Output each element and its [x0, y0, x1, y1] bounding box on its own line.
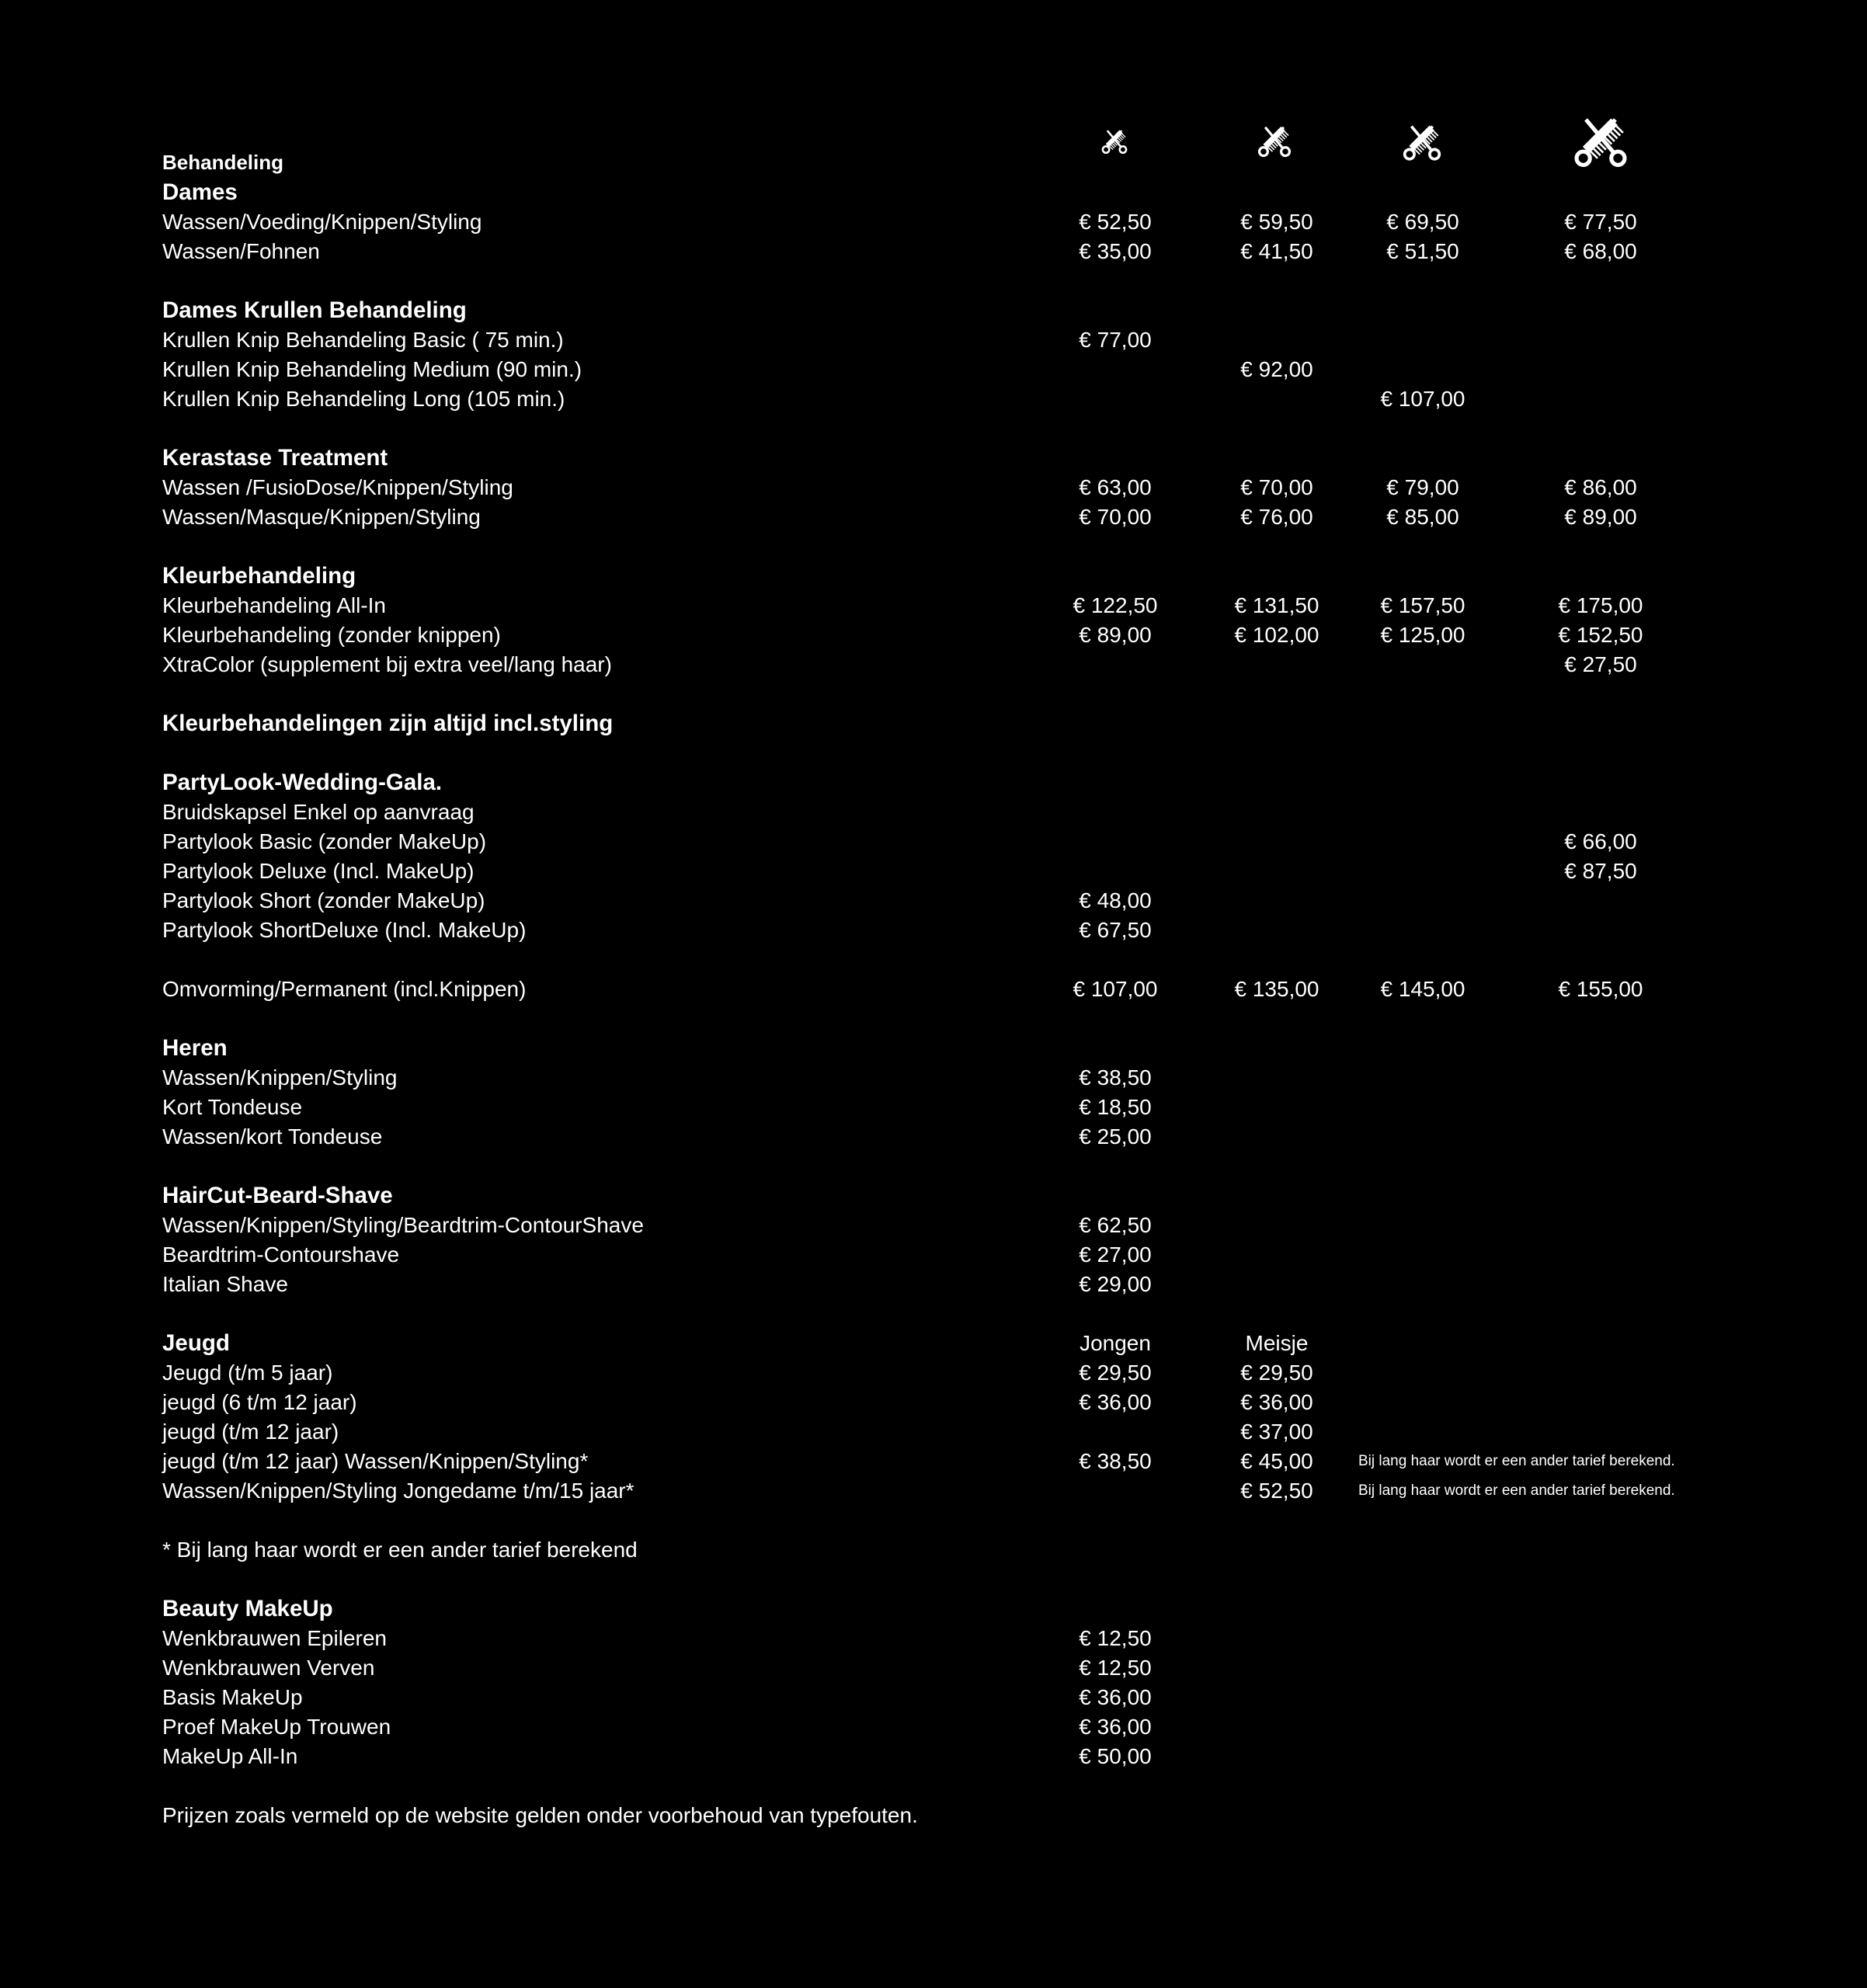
- price-col-2: € 131,50: [1234, 593, 1319, 617]
- section-heading: Dames Krullen Behandeling: [162, 297, 467, 323]
- treatment-label: Wassen/Masque/Knippen/Styling: [162, 505, 481, 529]
- price-row: [0, 827, 1867, 857]
- price-row: [0, 620, 1867, 650]
- price-col-1: € 67,50: [1079, 918, 1152, 942]
- price-row: [0, 1063, 1867, 1093]
- price-row: [0, 1093, 1867, 1122]
- treatment-label: Proef MakeUp Trouwen: [162, 1715, 391, 1739]
- price-col-2: € 36,00: [1240, 1390, 1313, 1414]
- section-heading-row: [0, 1034, 1867, 1063]
- treatment-label: Wenkbrauwen Verven: [162, 1656, 375, 1680]
- price-row: [0, 975, 1867, 1004]
- treatment-label: XtraColor (supplement bij extra veel/lang haar): [162, 652, 612, 676]
- long-hair-note: Bij lang haar wordt er een ander tarief berekend.: [1358, 1453, 1675, 1469]
- price-col-1: € 107,00: [1073, 977, 1158, 1001]
- section-heading-row: [0, 1594, 1867, 1624]
- price-row: [0, 1742, 1867, 1771]
- price-row: [0, 1683, 1867, 1712]
- price-col-3: € 69,50: [1386, 210, 1459, 234]
- treatment-label: Wassen/Knippen/Styling: [162, 1065, 398, 1090]
- price-col-1: € 48,00: [1079, 888, 1152, 912]
- price-col-4: € 87,50: [1564, 859, 1637, 883]
- price-col-1: € 35,00: [1079, 239, 1152, 263]
- price-col-2: € 92,00: [1240, 357, 1313, 381]
- price-row: [0, 916, 1867, 945]
- treatment-label: Bruidskapsel Enkel op aanvraag: [162, 800, 475, 824]
- treatment-label: Wassen /FusioDose/Knippen/Styling: [162, 475, 513, 499]
- price-row: [0, 1535, 1867, 1565]
- section-heading: Kleurbehandeling: [162, 563, 356, 589]
- treatment-label: Partylook ShortDeluxe (Incl. MakeUp): [162, 918, 527, 942]
- section-heading: PartyLook-Wedding-Gala.: [162, 770, 443, 795]
- price-col-1: € 27,00: [1079, 1242, 1152, 1267]
- price-col-1: € 77,00: [1079, 328, 1152, 352]
- scissors-comb-medium-icon: [1253, 117, 1295, 161]
- price-col-1: € 36,00: [1079, 1390, 1152, 1414]
- price-col-3: € 145,00: [1380, 977, 1465, 1001]
- header-title: Behandeling: [162, 151, 284, 174]
- price-col-4: € 152,50: [1558, 623, 1643, 647]
- treatment-label: Partylook Basic (zonder MakeUp): [162, 829, 487, 853]
- price-row: [0, 591, 1867, 620]
- price-col-1: € 18,50: [1079, 1095, 1152, 1119]
- treatment-label: Wassen/Voeding/Knippen/Styling: [162, 210, 482, 234]
- price-col-4: € 89,00: [1564, 505, 1637, 529]
- treatment-label: Partylook Deluxe (Incl. MakeUp): [162, 859, 475, 883]
- price-col-3: € 51,50: [1386, 239, 1459, 263]
- price-row: [0, 1712, 1867, 1742]
- price-row: [0, 1211, 1867, 1240]
- treatment-label: Kleurbehandeling All-In: [162, 593, 386, 617]
- price-col-1: € 29,00: [1079, 1272, 1152, 1296]
- price-row: [0, 1417, 1867, 1447]
- treatment-label: Krullen Knip Behandeling Medium (90 min.): [162, 357, 582, 381]
- price-col-1: € 50,00: [1079, 1744, 1152, 1768]
- treatment-label: * Bij lang haar wordt er een ander tarief berekend: [162, 1538, 638, 1562]
- price-col-1: € 25,00: [1079, 1124, 1152, 1149]
- price-col-1: € 38,50: [1079, 1449, 1152, 1473]
- price-row: [0, 473, 1867, 502]
- price-col-2: € 29,50: [1240, 1361, 1313, 1385]
- section-heading: Dames: [162, 179, 238, 205]
- price-row: [0, 502, 1867, 532]
- treatment-label: MakeUp All-In: [162, 1744, 298, 1768]
- price-col-3: € 157,50: [1380, 593, 1465, 617]
- price-col-1: € 36,00: [1079, 1715, 1152, 1739]
- price-row: [0, 1447, 1867, 1476]
- treatment-label: Partylook Short (zonder MakeUp): [162, 888, 485, 912]
- price-col-1: € 38,50: [1079, 1065, 1152, 1090]
- price-col-1: € 122,50: [1073, 593, 1158, 617]
- price-col-4: € 27,50: [1564, 652, 1637, 676]
- price-row: [0, 237, 1867, 266]
- price-row: [0, 355, 1867, 384]
- treatment-label: Basis MakeUp: [162, 1685, 303, 1709]
- price-col-1: € 70,00: [1079, 505, 1152, 529]
- price-row: [0, 1388, 1867, 1417]
- section-heading-row: [0, 561, 1867, 591]
- scissors-comb-xlarge-icon: [1567, 105, 1634, 172]
- price-col-1: € 29,50: [1079, 1361, 1152, 1385]
- section-heading: Kerastase Treatment: [162, 445, 388, 471]
- section-heading-row: [0, 1329, 1867, 1358]
- price-row: [0, 384, 1867, 414]
- price-row: [0, 1476, 1867, 1506]
- treatment-label: jeugd (t/m 12 jaar): [162, 1420, 339, 1444]
- price-row: [0, 1240, 1867, 1270]
- price-col-2: € 102,00: [1234, 623, 1319, 647]
- section-heading-row: [0, 178, 1867, 207]
- treatment-label: jeugd (6 t/m 12 jaar): [162, 1390, 357, 1414]
- long-hair-note: Bij lang haar wordt er een ander tarief berekend.: [1358, 1482, 1675, 1499]
- price-col-4: € 86,00: [1564, 475, 1637, 499]
- price-col-1: € 12,50: [1079, 1626, 1152, 1650]
- treatment-label: Krullen Knip Behandeling Basic ( 75 min.): [162, 328, 564, 352]
- treatment-label: Omvorming/Permanent (incl.Knippen): [162, 977, 527, 1001]
- price-row: [0, 207, 1867, 237]
- scissors-comb-large-icon: [1398, 115, 1446, 165]
- price-row: [0, 1358, 1867, 1388]
- price-col-4: € 77,50: [1564, 210, 1637, 234]
- treatment-label: Wassen/kort Tondeuse: [162, 1124, 383, 1149]
- treatment-label: Beardtrim-Contourshave: [162, 1242, 400, 1267]
- section-heading-row: [0, 296, 1867, 325]
- treatment-label: Kleurbehandeling (zonder knippen): [162, 623, 501, 647]
- treatment-label: Krullen Knip Behandeling Long (105 min.): [162, 387, 565, 411]
- price-col-3: € 125,00: [1380, 623, 1465, 647]
- price-col-2: € 70,00: [1240, 475, 1313, 499]
- price-row: [0, 325, 1867, 355]
- section-heading: HairCut-Beard-Shave: [162, 1183, 393, 1208]
- price-col-4: € 175,00: [1558, 593, 1643, 617]
- treatment-label: Wenkbrauwen Epileren: [162, 1626, 387, 1650]
- price-col-3: € 107,00: [1380, 387, 1465, 411]
- price-col-2: € 37,00: [1240, 1420, 1313, 1444]
- price-row: [0, 1801, 1867, 1830]
- price-col-2: € 52,50: [1240, 1479, 1313, 1503]
- price-col-4: € 155,00: [1558, 977, 1643, 1001]
- price-col-2: Meisje: [1245, 1331, 1309, 1355]
- price-col-1: € 63,00: [1079, 475, 1152, 499]
- price-col-4: € 68,00: [1564, 239, 1637, 263]
- scissors-comb-small-icon: [1098, 122, 1131, 158]
- price-col-1: € 62,50: [1079, 1213, 1152, 1237]
- price-col-2: € 41,50: [1240, 239, 1313, 263]
- price-col-1: Jongen: [1080, 1331, 1151, 1355]
- price-col-4: € 66,00: [1564, 829, 1637, 853]
- treatment-label: Jeugd (t/m 5 jaar): [162, 1361, 333, 1385]
- section-heading-row: [0, 443, 1867, 473]
- treatment-label: Kort Tondeuse: [162, 1095, 303, 1119]
- section-heading: Jeugd: [162, 1330, 230, 1356]
- treatment-label: Wassen/Knippen/Styling/Beardtrim-ContourShave: [162, 1213, 644, 1237]
- price-row: [0, 1270, 1867, 1299]
- price-row: [0, 886, 1867, 916]
- price-row: [0, 650, 1867, 679]
- price-col-2: € 59,50: [1240, 210, 1313, 234]
- price-col-1: € 89,00: [1079, 623, 1152, 647]
- section-heading: Kleurbehandelingen zijn altijd incl.styling: [162, 711, 614, 736]
- price-col-2: € 135,00: [1234, 977, 1319, 1001]
- treatment-label: Prijzen zoals vermeld op de website gelden onder voorbehoud van typefouten.: [162, 1803, 918, 1827]
- price-col-3: € 79,00: [1386, 475, 1459, 499]
- price-col-2: € 76,00: [1240, 505, 1313, 529]
- price-col-1: € 52,50: [1079, 210, 1152, 234]
- price-row: [0, 857, 1867, 886]
- price-col-2: € 45,00: [1240, 1449, 1313, 1473]
- section-heading-row: [0, 768, 1867, 798]
- price-col-1: € 12,50: [1079, 1656, 1152, 1680]
- price-row: [0, 1653, 1867, 1683]
- treatment-label: Italian Shave: [162, 1272, 288, 1296]
- price-row: [0, 1122, 1867, 1152]
- price-row: [0, 798, 1867, 827]
- section-heading: Beauty MakeUp: [162, 1596, 333, 1621]
- section-heading: Heren: [162, 1035, 228, 1061]
- treatment-label: Wassen/Fohnen: [162, 239, 320, 263]
- price-col-1: € 36,00: [1079, 1685, 1152, 1709]
- treatment-label: Wassen/Knippen/Styling Jongedame t/m/15 jaar*: [162, 1479, 635, 1503]
- price-row: [0, 1624, 1867, 1653]
- price-col-3: € 85,00: [1386, 505, 1459, 529]
- section-heading-row: [0, 1181, 1867, 1211]
- treatment-label: jeugd (t/m 12 jaar) Wassen/Knippen/Styling*: [162, 1449, 589, 1473]
- section-heading-row: [0, 709, 1867, 739]
